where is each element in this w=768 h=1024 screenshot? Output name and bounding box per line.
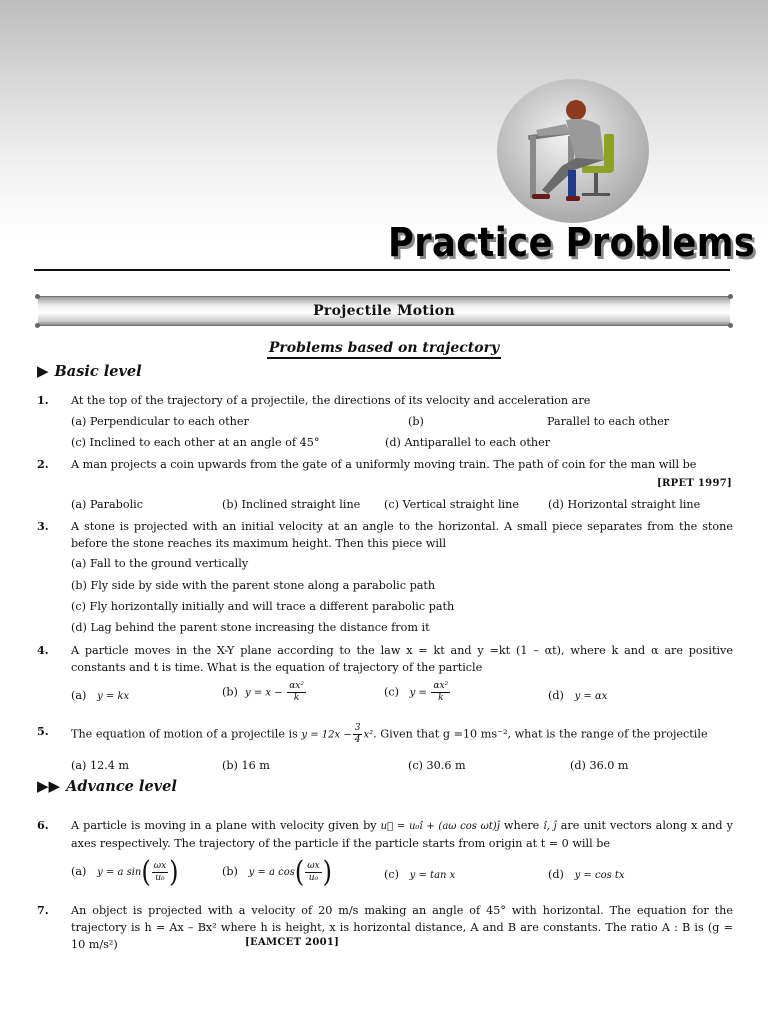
question-2: 2. A man projects a coin upwards from the gate of a uniformly moving train. The path of coin for the man will be	[37, 457, 697, 471]
question-6: 6. A particle is moving in a plane with velocity given by u⃗ = u₀î + (aω cos ωt)ĵ where î, ĵ are unit vectors along x and y axes respectively. The trajectory of the particle if the particle starts from origin at t = 0 will be	[37, 818, 733, 850]
question-1: 1. At the top of the trajectory of a projectile, the directions of its velocity and acceleration are	[37, 393, 591, 407]
q3-option-c: (c) Fly horizontally initially and will trace a different parabolic path	[71, 600, 455, 613]
q2-option-d: (d) Horizontal straight line	[548, 498, 701, 511]
question-7: 7. An object is projected with a velocity of 20 m/s making an angle of 45° with horizontal. The equation for the trajectory is h = Ax – Bx² where h is height, x is horizontal distance, A and B are constants. The ratio A : B is (g = 10 m/s²)	[37, 903, 733, 951]
q4-option-d: (d) y = αx	[548, 689, 608, 702]
q1-option-a: (a) Perpendicular to each other	[71, 415, 249, 428]
q5-option-b: (b) 16 m	[222, 759, 270, 772]
q6-option-b: (b) y = a cos( $\frac{\omega x}{\text{u₀}}$ )	[222, 855, 333, 889]
double-triangle-icon: ▶▶	[37, 777, 61, 795]
question-5: 5. The equation of motion of a projectile is y = 12x − $\frac{3}{4}$ x². Given that g =10 ms⁻², what is the range of the projectile	[37, 723, 708, 745]
header-band	[0, 0, 768, 240]
q4-option-c: (c) y = $\frac{\text{αx²}}{k}$	[384, 681, 449, 703]
q1-option-d: (d) Antiparallel to each other	[385, 436, 551, 449]
q2-option-a: (a) Parabolic	[71, 498, 143, 511]
q1-option-c: (c) Inclined to each other at an angle of 45°	[71, 436, 320, 449]
q2-option-c: (c) Vertical straight line	[384, 498, 519, 511]
q5-option-a: (a) 12.4 m	[71, 759, 130, 772]
q6-option-c: (c) y = tan x	[384, 868, 456, 881]
q3-option-b: (b) Fly side by side with the parent stone along a parabolic path	[71, 579, 436, 592]
question-3: 3. A stone is projected with an initial velocity at an angle to the horizontal. A small piece separates from the stone before the stone reaches its maximum height. Then this piece will	[37, 519, 733, 550]
q1-option-b: (b)	[408, 415, 424, 428]
page-title: Practice Problems	[388, 220, 756, 266]
title-divider	[34, 269, 730, 271]
q2-option-b: (b) Inclined straight line	[222, 498, 361, 511]
q7-source: [EAMCET 2001]	[245, 937, 340, 948]
q1-option-b-text: Parallel to each other	[547, 415, 670, 428]
q5-option-d: (d) 36.0 m	[570, 759, 629, 772]
q4-option-b: (b) y = x − $\frac{\text{αx²}}{k}$	[222, 681, 304, 703]
q6-option-a: (a) y = a sin( $\frac{\omega x}{\text{u₀}}$ )	[71, 855, 179, 889]
section-banner	[38, 296, 730, 326]
student-at-desk-illustration	[496, 78, 650, 224]
q6-option-d: (d) y = cos tx	[548, 868, 625, 881]
basic-level-heading: ▶ Basic level	[37, 362, 142, 380]
q2-source: [RPET 1997]	[657, 478, 732, 489]
q3-option-d: (d) Lag behind the parent stone increasing the distance from it	[71, 621, 430, 634]
advance-level-heading: ▶▶ Advance level	[37, 777, 177, 795]
q5-option-c: (c) 30.6 m	[408, 759, 466, 772]
q4-option-a: (a) y = kx	[71, 689, 130, 702]
question-4: 4. A particle moves in the X-Y plane according to the law x = kt and y =kt (1 – αt), where k and α are positive constants and t is time. What is the equation of trajectory of the particle	[37, 643, 733, 674]
sub-heading: Problems based on trajectory	[0, 340, 768, 356]
q3-option-a: (a) Fall to the ground vertically	[71, 557, 249, 570]
triangle-icon: ▶	[37, 362, 49, 380]
section-title: Projectile Motion	[313, 303, 455, 319]
